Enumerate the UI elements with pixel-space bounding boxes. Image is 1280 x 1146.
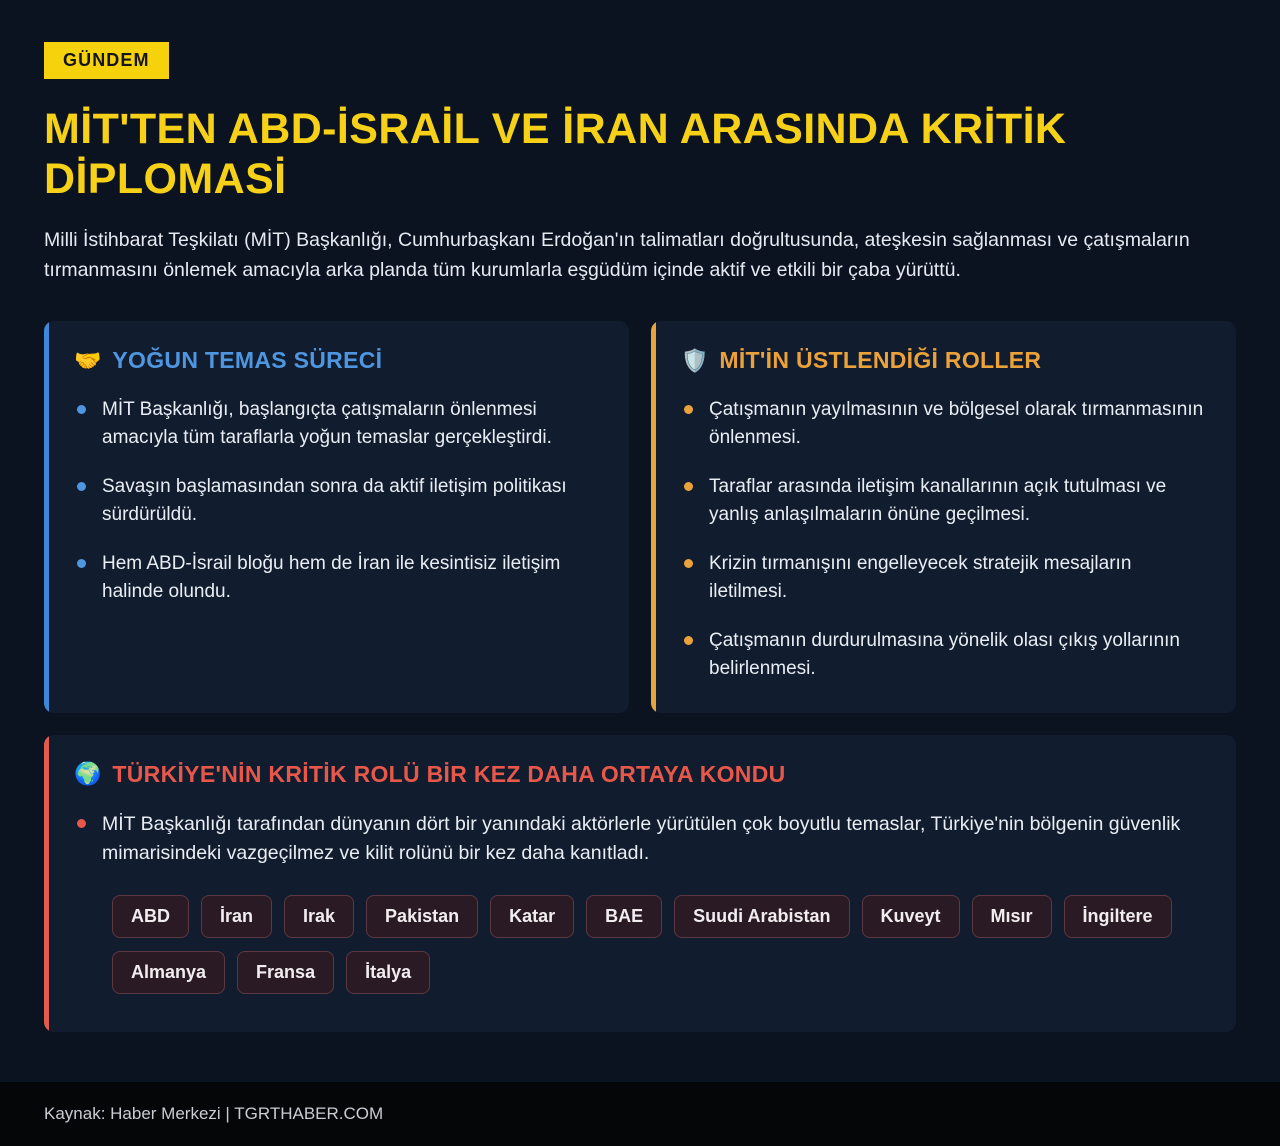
category-badge: GÜNDEM	[44, 42, 169, 79]
card-title: TÜRKİYE'NİN KRİTİK ROLÜ BİR KEZ DAHA ORTAYA KONDU	[112, 760, 786, 787]
list-item	[681, 627, 1208, 682]
card-mitin-ustlendigi-roller	[651, 321, 1236, 712]
list-item-text: Taraflar arasında iletişim kanallarının açık tutulması ve yanlış anlaşılmaların önüne geçilmesi.	[709, 476, 1167, 525]
handshake-icon: 🤝	[74, 347, 102, 373]
country-tag: İtalya	[346, 951, 430, 994]
list-item-text: MİT Başkanlığı, başlangıçta çatışmaların önlenmesi amacıyla tüm taraflarla yoğun temaslar gerçekleştirdi.	[102, 399, 552, 448]
cards-grid	[44, 321, 1236, 712]
list-item-text: Çatışmanın yayılmasının ve bölgesel olarak tırmanmasının önlenmesi.	[709, 399, 1204, 448]
bullet-dot-icon	[77, 482, 86, 491]
bullet-dot-icon	[77, 819, 86, 828]
card-accent-bar	[44, 735, 49, 1032]
country-tag: Irak	[284, 895, 354, 938]
list-item	[681, 550, 1208, 605]
country-tag: BAE	[586, 895, 662, 938]
source-credit: Kaynak: Haber Merkezi | TGRTHABER.COM	[44, 1104, 384, 1123]
card-header	[74, 347, 601, 374]
card-accent-bar	[44, 321, 49, 712]
list-item-text: MİT Başkanlığı tarafından dünyanın dört bir yanındaki aktörlerle yürütülen çok boyutlu temaslar, Türkiye'nin bölgenin güvenlik mimarisindeki vazgeçilmez ve kilit rolünü bir kez daha kanıtladı.	[102, 812, 1181, 865]
country-tag: İran	[201, 895, 272, 938]
card-accent-bar	[651, 321, 656, 712]
list-item-text: Krizin tırmanışını engelleyecek stratejik mesajların iletilmesi.	[709, 553, 1132, 602]
page-title: MİT'TEN ABD-İSRAİL VE İRAN ARASINDA KRİTİK DİPLOMASİ	[44, 105, 1067, 203]
bullet-dot-icon	[684, 405, 693, 414]
list-item	[681, 473, 1208, 528]
card-title: YOĞUN TEMAS SÜRECİ	[112, 347, 383, 374]
list-item-text: Çatışmanın durdurulmasına yönelik olası çıkış yollarının belirlenmesi.	[709, 630, 1180, 680]
country-tag: ABD	[112, 895, 189, 938]
bullet-dot-icon	[77, 559, 86, 568]
country-tag: Pakistan	[366, 895, 478, 938]
header-section	[44, 42, 1236, 285]
list-item	[74, 396, 601, 451]
country-tag-list	[112, 895, 1208, 994]
country-tag: Suudi Arabistan	[674, 895, 849, 938]
footer-bar	[0, 1082, 1280, 1146]
country-tag: İngiltere	[1064, 895, 1172, 938]
card-header	[681, 347, 1208, 374]
bullet-dot-icon	[684, 636, 693, 645]
list-item-text: Hem ABD-İsrail bloğu hem de İran ile kesintisiz iletişim halinde olundu.	[102, 553, 561, 602]
list-item	[74, 810, 1208, 869]
card-yogun-temas-sureci	[44, 321, 629, 712]
bullet-dot-icon	[77, 405, 86, 414]
country-tag: Katar	[490, 895, 574, 938]
country-tag: Mısır	[972, 895, 1052, 938]
globe-icon: 🌍	[74, 761, 102, 787]
card-bullet-list	[74, 810, 1208, 869]
list-item	[681, 396, 1208, 451]
card-title: MİT'İN ÜSTLENDİĞİ ROLLER	[719, 347, 1042, 374]
card-turkiyenin-kritik-rolu	[44, 735, 1236, 1032]
country-tag: Almanya	[112, 951, 225, 994]
bullet-dot-icon	[684, 482, 693, 491]
shield-icon: 🛡️	[681, 347, 709, 373]
card-bullet-list	[681, 396, 1208, 682]
country-tag: Fransa	[237, 951, 334, 994]
card-bullet-list	[74, 396, 601, 605]
lede-paragraph: Milli İstihbarat Teşkilatı (MİT) Başkanlığı, Cumhurbaşkanı Erdoğan'ın talimatları doğrultusunda, ateşkesin sağlanması ve çatışmaların tırmanmasını önlemek amacıyla arka planda tüm kurumlarla eşgüdüm içinde aktif ve etkili bir çaba yürüttü.	[44, 228, 1190, 281]
list-item	[74, 473, 601, 528]
bullet-dot-icon	[684, 559, 693, 568]
country-tag: Kuveyt	[862, 895, 960, 938]
list-item-text: Savaşın başlamasından sonra da aktif iletişim politikası sürdürüldü.	[102, 476, 567, 525]
card-header	[74, 761, 1208, 788]
list-item	[74, 550, 601, 605]
